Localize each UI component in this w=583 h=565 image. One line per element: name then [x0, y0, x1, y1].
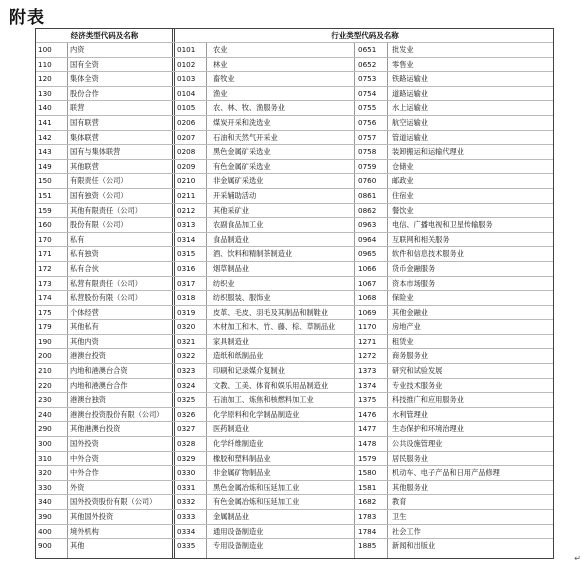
- industry-name-2-cell: 卫生: [392, 512, 407, 521]
- industry-code-cell: 0208: [177, 147, 196, 157]
- economic-code-cell: 400: [38, 526, 52, 536]
- industry-name-2-cell: 仓储业: [392, 161, 414, 171]
- economic-name-cell: 其他内资: [70, 336, 99, 346]
- economic-name-cell: 内地和港澳台合资: [70, 366, 128, 376]
- economic-name-cell: 私营股份有限（公司）: [70, 293, 142, 303]
- industry-code-2-cell: 1067: [358, 278, 377, 288]
- table-row: [36, 319, 553, 334]
- table-row: [36, 276, 553, 291]
- industry-code-2-cell: 0963: [358, 220, 377, 230]
- industry-name-cell: 金属制品业: [213, 512, 249, 521]
- industry-name-cell: 其他采矿业: [213, 205, 249, 215]
- table-row: [36, 524, 553, 539]
- industry-name-2-cell: 电信、广播电视和卫星传输服务: [392, 220, 493, 230]
- industry-code-2-cell: 0755: [358, 103, 377, 113]
- economic-name-cell: 其他联营: [70, 161, 99, 171]
- economic-code-cell: 190: [38, 336, 52, 346]
- industry-name-2-cell: 其他服务业: [392, 482, 428, 492]
- industry-code-cell: 0212: [177, 205, 196, 215]
- economic-code-cell: 210: [38, 366, 52, 376]
- industry-code-cell: 0318: [177, 293, 196, 303]
- economic-code-cell: 149: [38, 161, 52, 171]
- economic-name-cell: 国有独资（公司）: [70, 190, 128, 200]
- industry-code-cell: 0316: [177, 263, 196, 273]
- industry-code-2-cell: 1581: [358, 482, 377, 492]
- industry-code-2-cell: 1783: [358, 512, 377, 521]
- industry-name-2-cell: 资本市场服务: [392, 278, 436, 288]
- industry-name-2-cell: 水利管理业: [392, 409, 428, 419]
- table-row: [36, 378, 553, 393]
- economic-code-cell: 230: [38, 395, 52, 405]
- industry-name-cell: 黑色金属矿采选业: [213, 147, 271, 157]
- industry-code-2-cell: 1272: [358, 351, 377, 361]
- industry-code-2-cell: 0758: [358, 147, 377, 157]
- industry-code-cell: 0331: [177, 482, 196, 492]
- industry-code-cell: 0325: [177, 395, 196, 405]
- economic-name-cell: 国外投资: [70, 439, 99, 449]
- industry-name-2-cell: 批发业: [392, 45, 414, 54]
- industry-name-cell: 煤炭开采和洗选业: [213, 117, 271, 127]
- economic-code-cell: 310: [38, 453, 52, 463]
- industry-name-2-cell: 社会工作: [392, 526, 421, 536]
- industry-code-cell: 0319: [177, 307, 196, 317]
- economic-name-cell: 有限责任（公司）: [70, 176, 128, 186]
- industry-name-cell: 橡胶和塑料制品业: [213, 453, 271, 463]
- industry-code-2-cell: 0652: [358, 59, 377, 69]
- table-row: [36, 232, 553, 247]
- industry-name-2-cell: 水上运输业: [392, 103, 428, 113]
- industry-code-2-cell: 0753: [358, 74, 377, 84]
- industry-name-cell: 林业: [213, 59, 228, 69]
- table-row: [36, 261, 553, 276]
- industry-code-2-cell: 1068: [358, 293, 377, 303]
- table-row: [36, 42, 553, 57]
- industry-code-2-cell: 0756: [358, 117, 377, 127]
- industry-name-cell: 食品制造业: [213, 234, 249, 244]
- industry-code-cell: 0322: [177, 351, 196, 361]
- industry-code-2-cell: 1477: [358, 424, 377, 434]
- industry-code-cell: 0320: [177, 322, 196, 332]
- industry-name-2-cell: 生态保护和环境治理业: [392, 424, 464, 434]
- economic-code-cell: 171: [38, 249, 52, 259]
- industry-name-2-cell: 科技推广和应用服务业: [392, 395, 464, 405]
- industry-name-2-cell: 软件和信息技术服务业: [392, 249, 464, 259]
- code-table: [35, 28, 554, 559]
- industry-code-cell: 0329: [177, 453, 196, 463]
- industry-code-cell: 0104: [177, 88, 196, 98]
- table-body: [36, 42, 553, 553]
- industry-name-2-cell: 居民服务业: [392, 453, 428, 463]
- industry-code-2-cell: 1682: [358, 497, 377, 507]
- industry-code-cell: 0209: [177, 161, 196, 171]
- economic-name-cell: 内地和港澳台合作: [70, 380, 128, 390]
- industry-code-cell: 0313: [177, 220, 196, 230]
- industry-name-2-cell: 装卸搬运和运输代理业: [392, 147, 464, 157]
- table-row: [36, 509, 553, 524]
- industry-code-2-cell: 1476: [358, 409, 377, 419]
- economic-name-cell: 个体经营: [70, 307, 99, 317]
- industry-code-cell: 0103: [177, 74, 196, 84]
- industry-code-2-cell: 0754: [358, 88, 377, 98]
- table-row: [36, 421, 553, 436]
- industry-name-2-cell: 保险业: [392, 293, 414, 303]
- industry-name-cell: 有色金属冶炼和压延加工业: [213, 497, 300, 507]
- industry-name-cell: 纺织业: [213, 278, 235, 288]
- industry-code-2-cell: 0861: [358, 190, 377, 200]
- economic-name-cell: 其他有限责任（公司）: [70, 205, 142, 215]
- economic-code-cell: 175: [38, 307, 52, 317]
- industry-code-2-cell: 1170: [358, 322, 377, 332]
- industry-name-2-cell: 公共设施管理业: [392, 439, 443, 449]
- industry-code-2-cell: 1478: [358, 439, 377, 449]
- industry-code-cell: 0326: [177, 409, 196, 419]
- economic-code-cell: 150: [38, 176, 52, 186]
- industry-code-cell: 0105: [177, 103, 196, 113]
- table-row: [36, 465, 553, 480]
- table-row: [36, 115, 553, 130]
- industry-code-cell: 0317: [177, 278, 196, 288]
- table-row: [36, 290, 553, 305]
- industry-code-cell: 0323: [177, 366, 196, 376]
- table-row: [36, 305, 553, 320]
- industry-name-cell: 纺织服装、服饰业: [213, 293, 271, 303]
- economic-name-cell: 私有合伙: [70, 263, 99, 273]
- industry-name-cell: 化学纤维制造业: [213, 439, 264, 449]
- economic-name-cell: 中外合资: [70, 453, 99, 463]
- industry-name-cell: 专用设备制造业: [213, 541, 264, 551]
- industry-name-cell: 石油加工、炼焦和核燃料加工业: [213, 395, 314, 405]
- economic-name-cell: 国有联营: [70, 117, 99, 127]
- industry-code-cell: 0333: [177, 512, 196, 521]
- industry-name-cell: 非金属矿采选业: [213, 176, 264, 186]
- economic-name-cell: 其他: [70, 541, 85, 551]
- industry-name-2-cell: 航空运输业: [392, 117, 428, 127]
- industry-code-cell: 0321: [177, 336, 196, 346]
- economic-name-cell: 港澳台独资: [70, 395, 106, 405]
- industry-name-cell: 烟草制品业: [213, 263, 249, 273]
- industry-code-2-cell: 1069: [358, 307, 377, 317]
- economic-name-cell: 港澳台投资: [70, 351, 106, 361]
- industry-code-cell: 0324: [177, 380, 196, 390]
- economic-code-cell: 179: [38, 322, 52, 332]
- industry-code-2-cell: 1580: [358, 468, 377, 478]
- industry-name-cell: 农业: [213, 45, 228, 54]
- economic-name-cell: 国有全资: [70, 59, 99, 69]
- industry-name-2-cell: 互联网和相关服务: [392, 234, 450, 244]
- industry-code-cell: 0207: [177, 132, 196, 142]
- table-row: [36, 538, 553, 553]
- economic-code-cell: 390: [38, 512, 52, 521]
- table-row: [36, 71, 553, 86]
- industry-name-cell: 木材加工和木、竹、藤、棕、草制品业: [213, 322, 336, 332]
- economic-code-cell: 120: [38, 74, 52, 84]
- industry-code-2-cell: 1373: [358, 366, 377, 376]
- industry-name-cell: 渔业: [213, 88, 228, 98]
- table-row: [36, 100, 553, 115]
- industry-code-cell: 0334: [177, 526, 196, 536]
- economic-code-cell: 140: [38, 103, 52, 113]
- industry-name-2-cell: 研究和试验发展: [392, 366, 443, 376]
- industry-name-cell: 农、林、牧、渔服务业: [213, 103, 285, 113]
- industry-name-2-cell: 其他金融业: [392, 307, 428, 317]
- economic-name-cell: 国有与集体联营: [70, 147, 121, 157]
- industry-code-2-cell: 1885: [358, 541, 377, 551]
- industry-name-cell: 酒、饮料和精制茶制造业: [213, 249, 293, 259]
- table-row: [36, 494, 553, 509]
- economic-name-cell: 内资: [70, 45, 85, 54]
- industry-code-2-cell: 0757: [358, 132, 377, 142]
- table-row: [36, 407, 553, 422]
- industry-name-cell: 有色金属矿采选业: [213, 161, 271, 171]
- economic-code-cell: 143: [38, 147, 52, 157]
- industry-name-cell: 非金属矿物制品业: [213, 468, 271, 478]
- industry-name-2-cell: 管道运输业: [392, 132, 428, 142]
- table-row: [36, 144, 553, 159]
- economic-code-cell: 240: [38, 409, 52, 419]
- industry-type-header: 行业类型代码及名称: [331, 31, 399, 40]
- economic-name-cell: 中外合作: [70, 468, 99, 478]
- economic-name-cell: 股份合作: [70, 88, 99, 98]
- economic-code-cell: 320: [38, 468, 52, 478]
- economic-name-cell: 其他私有: [70, 322, 99, 332]
- economic-code-cell: 159: [38, 205, 52, 215]
- industry-code-2-cell: 0651: [358, 45, 377, 54]
- table-row: [36, 363, 553, 378]
- table-row: [36, 57, 553, 72]
- industry-name-cell: 文教、工美、体育和娱乐用品制造业: [213, 380, 329, 390]
- industry-name-cell: 造纸和纸制品业: [213, 351, 264, 361]
- economic-name-cell: 其他国外投资: [70, 512, 114, 521]
- economic-code-cell: 174: [38, 293, 52, 303]
- table-row: [36, 188, 553, 203]
- industry-name-2-cell: 邮政业: [392, 176, 414, 186]
- industry-code-2-cell: 1784: [358, 526, 377, 536]
- industry-code-cell: 0314: [177, 234, 196, 244]
- economic-name-cell: 股份有限（公司）: [70, 220, 128, 230]
- industry-name-2-cell: 租赁业: [392, 336, 414, 346]
- table-row: [36, 392, 553, 407]
- table-row: [36, 246, 553, 261]
- economic-type-header: 经济类型代码及名称: [70, 31, 139, 40]
- industry-code-2-cell: 0964: [358, 234, 377, 244]
- industry-name-cell: 畜牧业: [213, 74, 235, 84]
- table-row: [36, 451, 553, 466]
- industry-code-cell: 0101: [177, 45, 196, 54]
- industry-name-2-cell: 住宿业: [392, 190, 414, 200]
- industry-name-cell: 通用设备制造业: [213, 526, 264, 536]
- industry-code-cell: 0335: [177, 541, 196, 551]
- economic-code-cell: 290: [38, 424, 52, 434]
- industry-name-2-cell: 道路运输业: [392, 88, 428, 98]
- economic-code-cell: 300: [38, 439, 52, 449]
- industry-name-2-cell: 货币金融服务: [392, 263, 436, 273]
- economic-code-cell: 340: [38, 497, 52, 507]
- industry-code-cell: 0206: [177, 117, 196, 127]
- economic-name-cell: 私有独资: [70, 249, 99, 259]
- industry-name-cell: 农副食品加工业: [213, 220, 264, 230]
- economic-code-cell: 100: [38, 45, 52, 54]
- table-row: [36, 130, 553, 145]
- economic-code-cell: 130: [38, 88, 52, 98]
- industry-code-cell: 0332: [177, 497, 196, 507]
- table-row: [36, 436, 553, 451]
- industry-code-cell: 0211: [177, 190, 196, 200]
- economic-name-cell: 私有: [70, 234, 85, 244]
- industry-name-cell: 化学原料和化学制品制造业: [213, 409, 300, 419]
- industry-name-2-cell: 零售业: [392, 59, 414, 69]
- table-row: [36, 173, 553, 188]
- table-row: [36, 217, 553, 232]
- industry-name-cell: 皮革、毛皮、羽毛及其制品和制鞋业: [213, 307, 329, 317]
- table-row: [36, 348, 553, 363]
- industry-name-2-cell: 机动车、电子产品和日用产品修理: [392, 468, 500, 478]
- industry-name-cell: 黑色金属冶炼和压延加工业: [213, 482, 300, 492]
- table-row: [36, 159, 553, 174]
- economic-name-cell: 联营: [70, 103, 85, 113]
- industry-name-2-cell: 专业技术服务业: [392, 380, 443, 390]
- table-row: [36, 334, 553, 349]
- industry-name-cell: 家具制造业: [213, 336, 249, 346]
- economic-name-cell: 港澳台投资股份有限（公司）: [70, 409, 164, 419]
- industry-code-2-cell: 0760: [358, 176, 377, 186]
- industry-name-2-cell: 铁路运输业: [392, 74, 428, 84]
- industry-code-cell: 0327: [177, 424, 196, 434]
- economic-name-cell: 其他港澳台投资: [70, 424, 121, 434]
- economic-code-cell: 142: [38, 132, 52, 142]
- industry-code-cell: 0315: [177, 249, 196, 259]
- industry-code-cell: 0210: [177, 176, 196, 186]
- industry-code-2-cell: 1375: [358, 395, 377, 405]
- economic-code-cell: 900: [38, 541, 52, 551]
- industry-name-cell: 石油和天然气开采业: [213, 132, 278, 142]
- industry-name-2-cell: 商务服务业: [392, 351, 428, 361]
- industry-name-2-cell: 新闻和出版业: [392, 541, 436, 551]
- economic-code-cell: 141: [38, 117, 52, 127]
- industry-code-2-cell: 0759: [358, 161, 377, 171]
- industry-code-2-cell: 1066: [358, 263, 377, 273]
- industry-code-cell: 0102: [177, 59, 196, 69]
- economic-code-cell: 200: [38, 351, 52, 361]
- economic-name-cell: 私营有限责任（公司）: [70, 278, 142, 288]
- industry-name-2-cell: 教育: [392, 497, 407, 507]
- industry-name-cell: 印刷和记录媒介复制业: [213, 366, 285, 376]
- table-row: [36, 86, 553, 101]
- economic-name-cell: 境外机构: [70, 526, 99, 536]
- economic-code-cell: 110: [38, 59, 52, 69]
- industry-name-2-cell: 房地产业: [392, 322, 421, 332]
- industry-code-cell: 0328: [177, 439, 196, 449]
- industry-code-2-cell: 1579: [358, 453, 377, 463]
- page-title: 附表: [9, 8, 45, 28]
- economic-code-cell: 173: [38, 278, 52, 288]
- economic-name-cell: 集体联营: [70, 132, 99, 142]
- economic-code-cell: 172: [38, 263, 52, 273]
- industry-code-2-cell: 0965: [358, 249, 377, 259]
- economic-code-cell: 330: [38, 482, 52, 492]
- table-row: [36, 203, 553, 218]
- economic-code-cell: 170: [38, 234, 52, 244]
- economic-name-cell: 集体全资: [70, 74, 99, 84]
- industry-name-2-cell: 餐饮业: [392, 205, 414, 215]
- economic-code-cell: 151: [38, 190, 52, 200]
- industry-name-cell: 医药制造业: [213, 424, 249, 434]
- industry-code-2-cell: 1271: [358, 336, 377, 346]
- industry-code-2-cell: 1374: [358, 380, 377, 390]
- industry-code-cell: 0330: [177, 468, 196, 478]
- industry-name-cell: 开采辅助活动: [213, 190, 257, 200]
- economic-code-cell: 160: [38, 220, 52, 230]
- table-row: [36, 480, 553, 495]
- economic-code-cell: 220: [38, 380, 52, 390]
- return-mark-icon: ↵: [574, 554, 581, 563]
- economic-name-cell: 外资: [70, 482, 85, 492]
- economic-name-cell: 国外投资股份有限（公司）: [70, 497, 157, 507]
- industry-code-2-cell: 0862: [358, 205, 377, 215]
